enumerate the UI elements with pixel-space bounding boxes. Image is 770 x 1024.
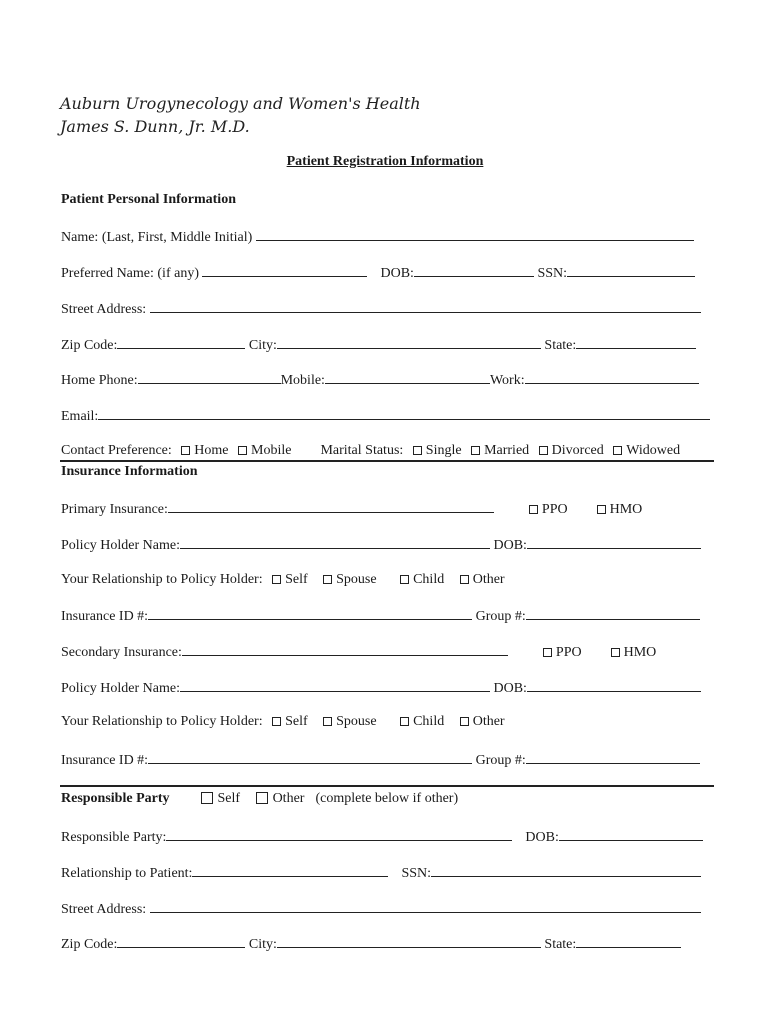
- secondary-rel-self-checkbox[interactable]: [272, 717, 281, 726]
- zip-field[interactable]: [117, 336, 245, 349]
- email-label: Email:: [61, 409, 99, 424]
- preferred-name-field[interactable]: [202, 264, 367, 277]
- contact-mobile-label: Mobile: [251, 443, 292, 458]
- primary-holder-dob-field[interactable]: [527, 536, 701, 549]
- city-field[interactable]: [277, 336, 541, 349]
- preferred-label: Preferred Name: (if any): [61, 266, 199, 281]
- primary-holder-dob-label: DOB:: [493, 538, 527, 553]
- responsible-heading: Responsible Party: [61, 791, 170, 806]
- responsible-row: [61, 791, 458, 807]
- responsible-city-field[interactable]: [277, 935, 541, 948]
- primary-id-field[interactable]: [148, 607, 472, 620]
- secondary-rel-child-checkbox[interactable]: [400, 717, 409, 726]
- mobile-label: Mobile:: [280, 373, 325, 388]
- personal-info-heading: Patient Personal Information: [61, 192, 236, 207]
- responsible-state-label: State:: [544, 937, 577, 952]
- responsible-city-label: City:: [248, 937, 277, 952]
- secondary-ppo-checkbox[interactable]: [543, 648, 552, 657]
- primary-relationship-row: [61, 572, 505, 588]
- responsible-relationship-label: Relationship to Patient:: [61, 866, 193, 881]
- marital-single-checkbox[interactable]: [413, 446, 422, 455]
- responsible-ssn-field[interactable]: [431, 864, 701, 877]
- secondary-holder-dob-field[interactable]: [527, 679, 701, 692]
- primary-rel-self-label: Self: [285, 572, 308, 587]
- street-label: Street Address:: [61, 302, 147, 317]
- primary-rel-spouse-label: Spouse: [336, 572, 377, 587]
- primary-rel-child-label: Child: [413, 572, 445, 587]
- secondary-hmo-label: HMO: [623, 645, 657, 660]
- preference-row: [61, 443, 680, 459]
- name-field[interactable]: [256, 228, 694, 241]
- dob-label: DOB:: [380, 266, 414, 281]
- marital-divorced-checkbox[interactable]: [539, 446, 548, 455]
- zip-label: Zip Code:: [61, 338, 118, 353]
- secondary-insurance-row: [61, 643, 656, 661]
- responsible-ssn-label: SSN:: [401, 866, 432, 881]
- preferred-row: [61, 264, 695, 282]
- email-row: [61, 407, 710, 425]
- state-label: State:: [544, 338, 577, 353]
- secondary-rel-other-checkbox[interactable]: [460, 717, 469, 726]
- name-label: Name: (Last, First, Middle Initial): [61, 230, 253, 245]
- secondary-group-field[interactable]: [526, 751, 700, 764]
- form-title: Patient Registration Information: [286, 154, 484, 169]
- marital-widowed-checkbox[interactable]: [613, 446, 622, 455]
- responsible-street-label: Street Address:: [61, 902, 147, 917]
- responsible-note: (complete below if other): [315, 791, 459, 806]
- ssn-field[interactable]: [567, 264, 695, 277]
- dob-field[interactable]: [414, 264, 534, 277]
- state-field[interactable]: [576, 336, 696, 349]
- primary-rel-other-label: Other: [472, 572, 505, 587]
- marital-widowed-label: Widowed: [626, 443, 681, 458]
- secondary-group-label: Group #:: [475, 753, 526, 768]
- secondary-holder-row: [61, 679, 701, 697]
- email-field[interactable]: [98, 407, 710, 420]
- responsible-relationship-field[interactable]: [192, 864, 388, 877]
- mobile-field[interactable]: [325, 371, 490, 384]
- practice-name: Auburn Urogynecology and Women's Health: [60, 94, 421, 113]
- secondary-rel-other-label: Other: [472, 714, 505, 729]
- secondary-rel-child-label: Child: [413, 714, 445, 729]
- contact-home-label: Home: [194, 443, 229, 458]
- primary-insurance-label: Primary Insurance:: [61, 502, 168, 517]
- secondary-holder-dob-label: DOB:: [493, 681, 527, 696]
- secondary-holder-field[interactable]: [180, 679, 490, 692]
- responsible-party-row: [61, 828, 703, 846]
- responsible-zip-row: [61, 935, 681, 953]
- responsible-self-checkbox[interactable]: [201, 792, 213, 804]
- phone-row: [61, 371, 699, 389]
- primary-id-label: Insurance ID #:: [61, 609, 149, 624]
- primary-insurance-field[interactable]: [168, 500, 494, 513]
- practice-header: [60, 92, 421, 138]
- secondary-relationship-row: [61, 714, 505, 730]
- primary-group-label: Group #:: [475, 609, 526, 624]
- city-label: City:: [248, 338, 277, 353]
- responsible-zip-field[interactable]: [117, 935, 245, 948]
- primary-ppo-checkbox[interactable]: [529, 505, 538, 514]
- responsible-other-checkbox[interactable]: [256, 792, 268, 804]
- secondary-relationship-label: Your Relationship to Policy Holder:: [61, 714, 263, 729]
- street-field[interactable]: [150, 300, 701, 313]
- primary-rel-child-checkbox[interactable]: [400, 575, 409, 584]
- primary-relationship-label: Your Relationship to Policy Holder:: [61, 572, 263, 587]
- primary-ppo-label: PPO: [541, 502, 568, 517]
- home-phone-field[interactable]: [138, 371, 281, 384]
- doctor-name: James S. Dunn, Jr. M.D.: [60, 117, 250, 136]
- responsible-street-field[interactable]: [150, 900, 701, 913]
- secondary-ppo-label: PPO: [555, 645, 582, 660]
- work-label: Work:: [489, 373, 525, 388]
- secondary-id-label: Insurance ID #:: [61, 753, 149, 768]
- primary-holder-label: Policy Holder Name:: [61, 538, 180, 553]
- zip-row: [61, 336, 696, 354]
- home-phone-label: Home Phone:: [61, 373, 138, 388]
- responsible-other-label: Other: [272, 791, 305, 806]
- primary-rel-other-checkbox[interactable]: [460, 575, 469, 584]
- street-row: [61, 300, 701, 318]
- responsible-relationship-row: [61, 864, 701, 882]
- section-divider: [60, 785, 714, 787]
- name-row: [61, 228, 694, 246]
- secondary-rel-spouse-label: Spouse: [336, 714, 377, 729]
- marital-married-label: Married: [484, 443, 530, 458]
- secondary-rel-spouse-checkbox[interactable]: [323, 717, 332, 726]
- responsible-party-field[interactable]: [166, 828, 512, 841]
- contact-mobile-checkbox[interactable]: [238, 446, 247, 455]
- responsible-street-row: [61, 900, 701, 918]
- work-field[interactable]: [525, 371, 699, 384]
- responsible-zip-label: Zip Code:: [61, 937, 118, 952]
- secondary-insurance-label: Secondary Insurance:: [61, 645, 182, 660]
- secondary-holder-label: Policy Holder Name:: [61, 681, 180, 696]
- responsible-dob-label: DOB:: [525, 830, 559, 845]
- primary-hmo-label: HMO: [609, 502, 643, 517]
- contact-preference-label: Contact Preference:: [61, 443, 172, 458]
- primary-id-row: [61, 607, 700, 625]
- secondary-id-field[interactable]: [148, 751, 472, 764]
- primary-group-field[interactable]: [526, 607, 700, 620]
- marital-married-checkbox[interactable]: [471, 446, 480, 455]
- primary-insurance-row: [61, 500, 642, 518]
- marital-single-label: Single: [425, 443, 462, 458]
- responsible-party-label: Responsible Party:: [61, 830, 167, 845]
- secondary-insurance-field[interactable]: [182, 643, 508, 656]
- primary-hmo-checkbox[interactable]: [597, 505, 606, 514]
- secondary-rel-self-label: Self: [285, 714, 308, 729]
- responsible-self-label: Self: [217, 791, 241, 806]
- contact-home-checkbox[interactable]: [181, 446, 190, 455]
- marital-divorced-label: Divorced: [551, 443, 604, 458]
- secondary-id-row: [61, 751, 700, 769]
- primary-holder-field[interactable]: [180, 536, 490, 549]
- insurance-heading: Insurance Information: [61, 464, 198, 479]
- primary-rel-spouse-checkbox[interactable]: [323, 575, 332, 584]
- section-divider: [60, 460, 714, 462]
- secondary-hmo-checkbox[interactable]: [611, 648, 620, 657]
- primary-rel-self-checkbox[interactable]: [272, 575, 281, 584]
- primary-holder-row: [61, 536, 701, 554]
- ssn-label: SSN:: [537, 266, 568, 281]
- responsible-dob-field[interactable]: [559, 828, 703, 841]
- marital-status-label: Marital Status:: [320, 443, 404, 458]
- responsible-state-field[interactable]: [576, 935, 681, 948]
